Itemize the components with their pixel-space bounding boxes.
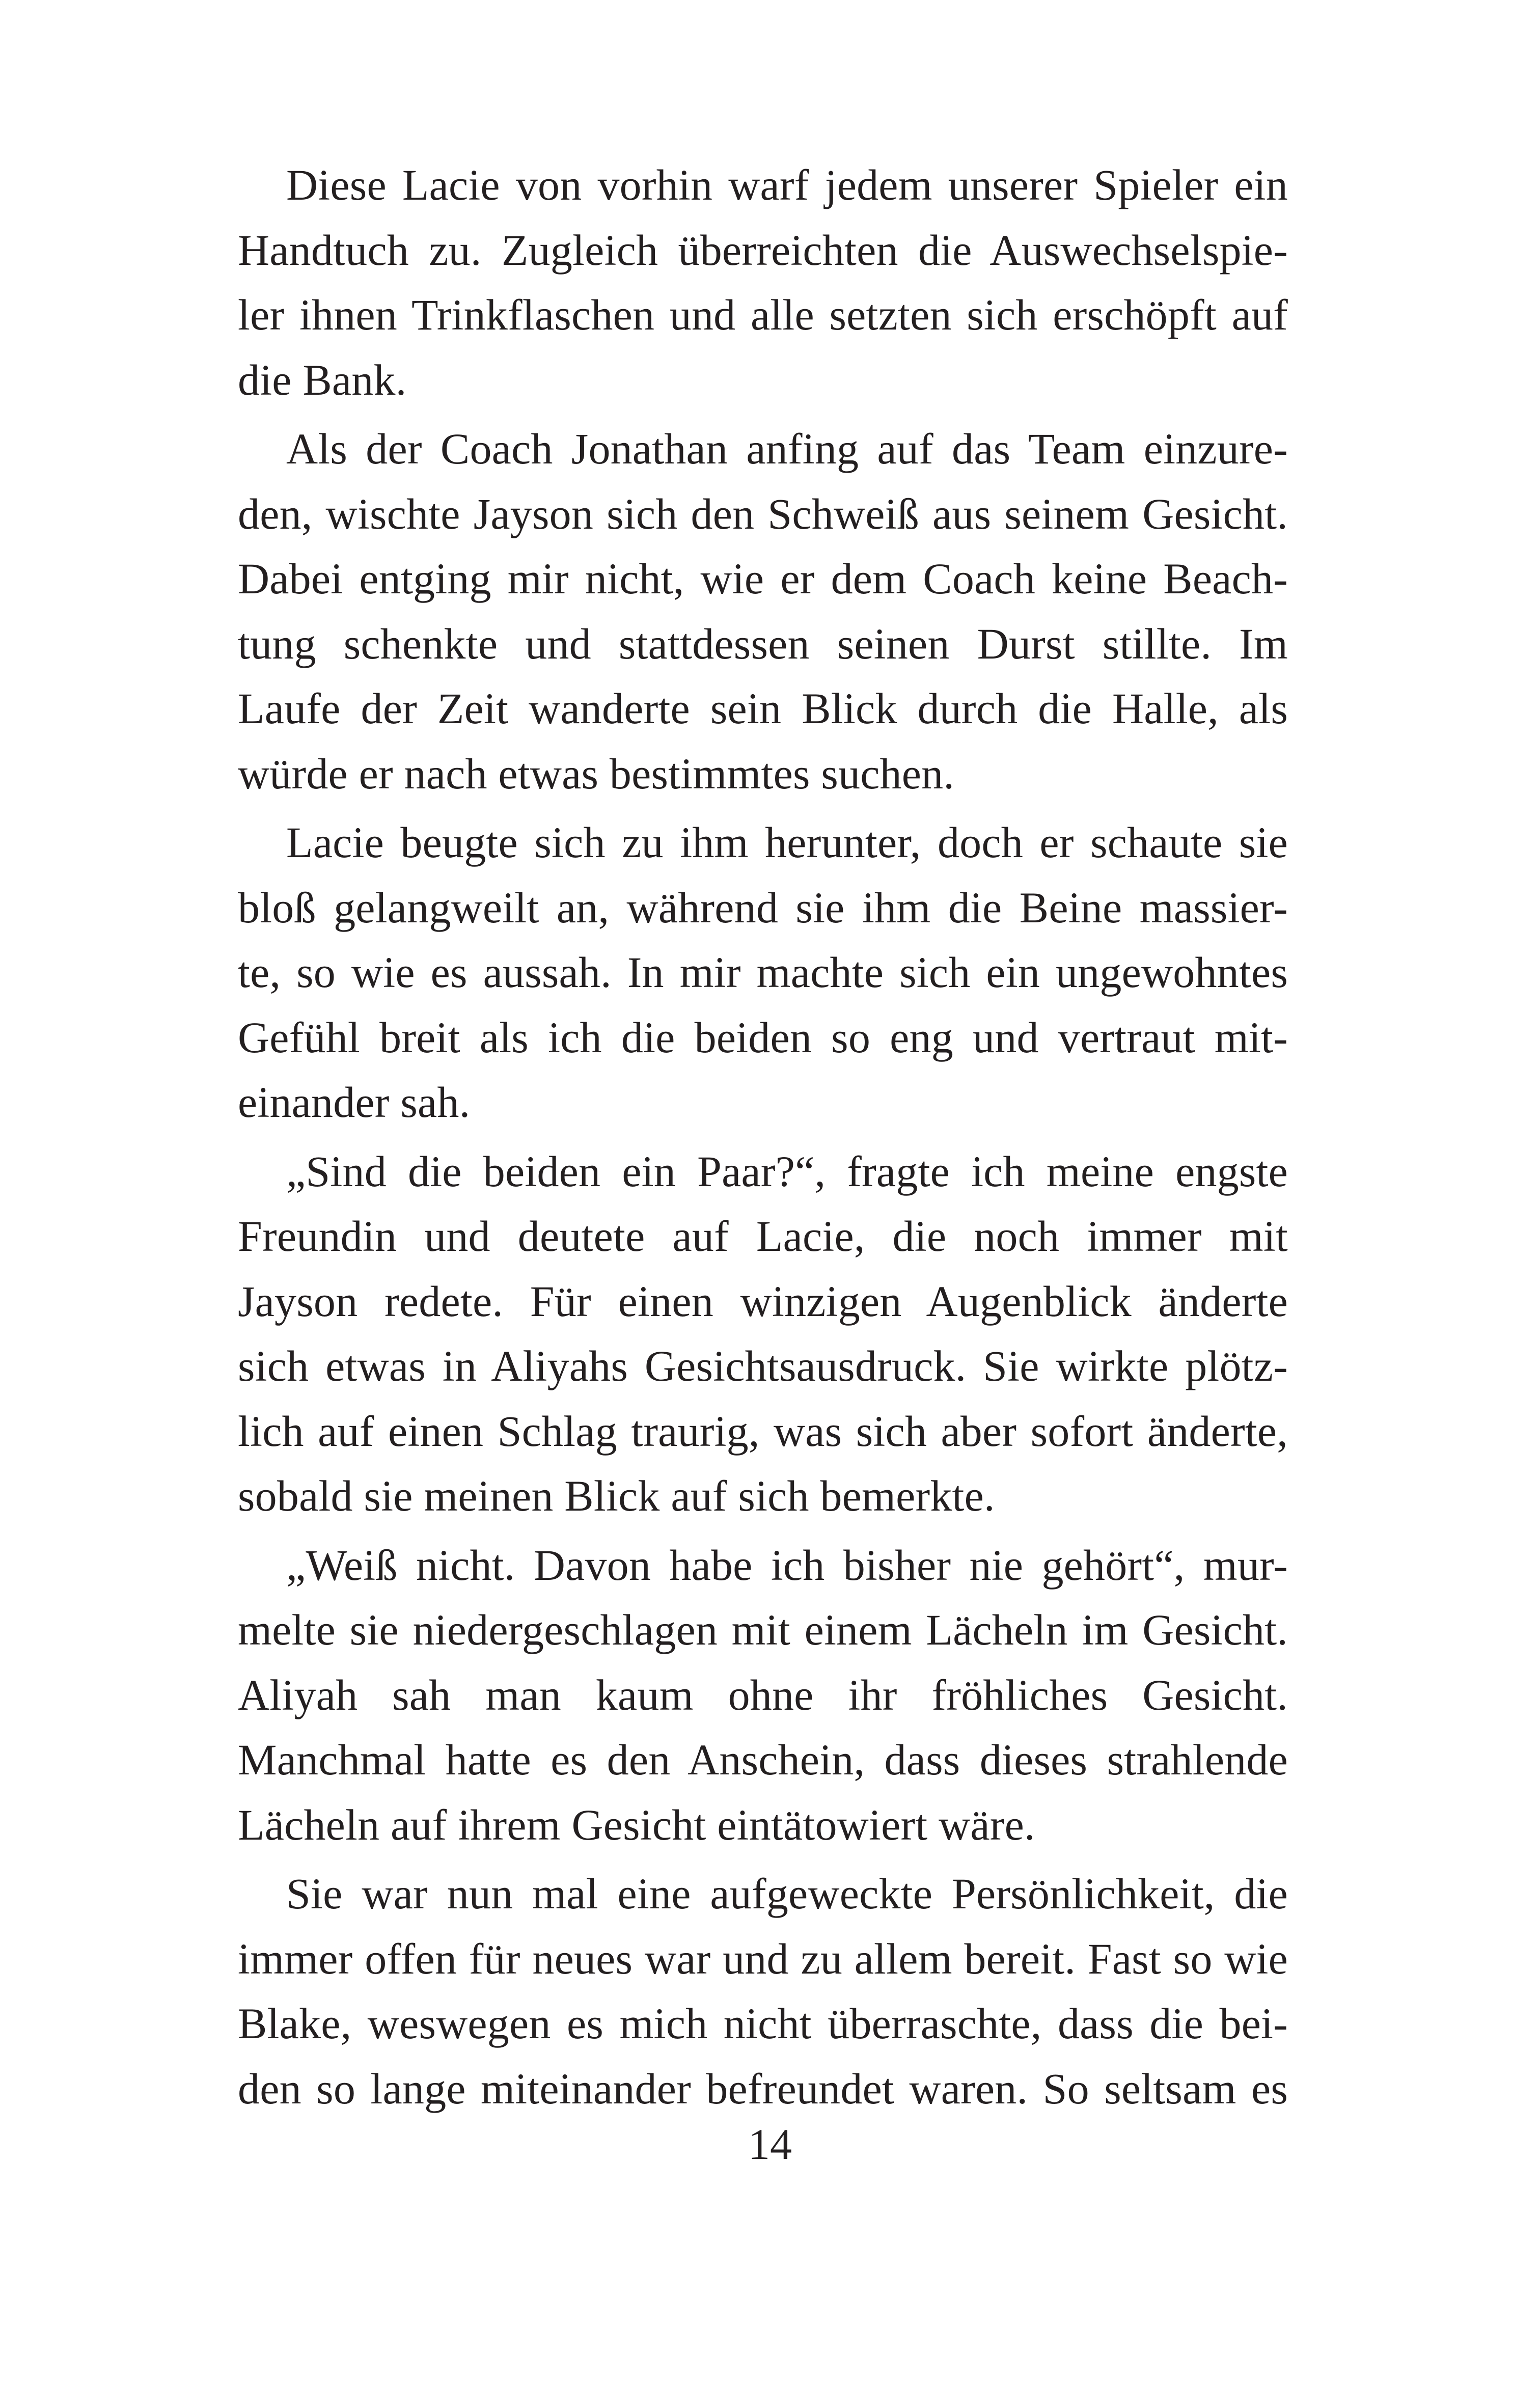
text-line: te, so wie es aussah. In mir machte sich ein ungewohntes: [238, 948, 1288, 997]
text-line: Freundin und deutete auf Lacie, die noch immer mit: [238, 1212, 1288, 1261]
text-line: immer offen für neues war und zu allem bereit. Fast so wie: [238, 1934, 1288, 1983]
text-line: Aliyah sah man kaum ohne ihr fröhliches Gesicht.: [238, 1670, 1288, 1719]
text-line: „Sind die beiden ein Paar?“, fragte ich meine engste: [286, 1146, 1288, 1196]
text-line: den so lange miteinander befreundet waren. So seltsam es: [238, 2064, 1288, 2113]
text-line: die Bank.: [238, 355, 407, 404]
text-line: melte sie niedergeschlagen mit einem Lächeln im Gesicht.: [238, 1605, 1288, 1654]
text-line: einander sah.: [238, 1078, 471, 1127]
body-text: [238, 153, 1288, 2121]
text-line: Diese Lacie von vorhin warf jedem unserer Spieler ein: [286, 160, 1288, 209]
text-line: Lacie beugte sich zu ihm herunter, doch er schaute sie: [286, 818, 1288, 867]
text-line: lich auf einen Schlag traurig, was sich aber sofort änderte,: [238, 1406, 1288, 1456]
text-line: Lächeln auf ihrem Gesicht eintätowiert wäre.: [238, 1800, 1035, 1849]
text-line: „Weiß nicht. Davon habe ich bisher nie gehört“, mur-: [286, 1540, 1288, 1590]
text-line: bloß gelangweilt an, während sie ihm die Beine massier-: [238, 883, 1288, 932]
text-line: Gefühl breit als ich die beiden so eng und vertraut mit-: [238, 1012, 1288, 1062]
text-line: Blake, weswegen es mich nicht überraschte, dass die bei-: [238, 1999, 1288, 2048]
text-line: sobald sie meinen Blick auf sich bemerkte.: [238, 1471, 995, 1520]
page-number: 14: [748, 2120, 792, 2169]
text-line: Dabei entging mir nicht, wie er dem Coach keine Beach-: [238, 554, 1288, 603]
text-line: sich etwas in Aliyahs Gesichtsausdruck. Sie wirkte plötz-: [238, 1341, 1288, 1390]
text-line: Handtuch zu. Zugleich überreichten die Auswechselspie-: [238, 225, 1288, 275]
text-line: Jayson redete. Für einen winzigen Augenblick änderte: [238, 1276, 1288, 1326]
text-line: den, wischte Jayson sich den Schweiß aus seinem Gesicht.: [238, 489, 1288, 538]
text-line: Als der Coach Jonathan anfing auf das Team einzure-: [286, 424, 1288, 473]
text-line: ler ihnen Trinkflaschen und alle setzten sich erschöpft auf: [238, 290, 1288, 339]
text-line: Manchmal hatte es den Anschein, dass dieses strahlende: [238, 1735, 1288, 1784]
text-line: Laufe der Zeit wanderte sein Blick durch die Halle, als: [238, 684, 1288, 733]
text-line: tung schenkte und stattdessen seinen Durst stillte. Im: [238, 619, 1288, 668]
text-line: würde er nach etwas bestimmtes suchen.: [238, 749, 955, 798]
text-line: Sie war nun mal eine aufgeweckte Persönlichkeit, die: [286, 1869, 1288, 1918]
